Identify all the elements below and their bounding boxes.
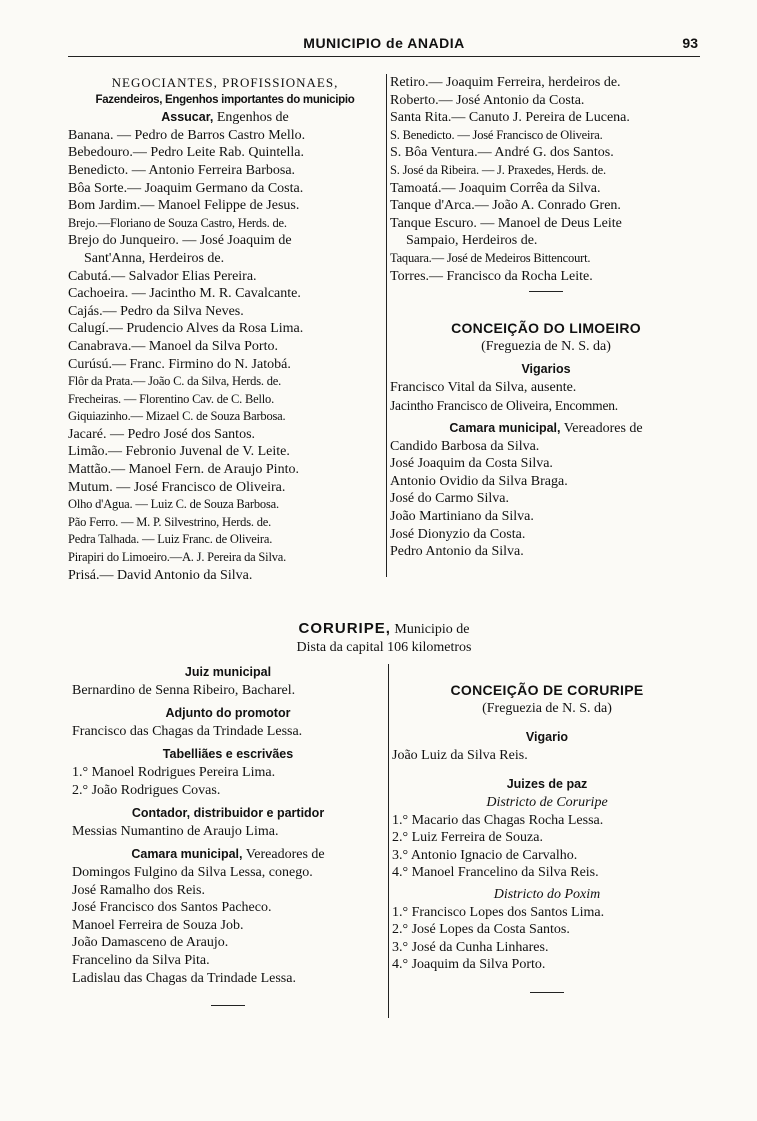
list-item: João Damasceno de Araujo.: [72, 935, 229, 951]
list-item: Pão Ferro. — M. P. Silvestrino, Herds. de.: [68, 514, 272, 529]
adjunto-label: Adjunto do promotor: [165, 706, 291, 721]
juiz-value: Bernardino de Senna Ribeiro, Bacharel.: [72, 682, 296, 698]
list-item: Canabrava.— Manoel da Silva Porto.: [68, 338, 278, 354]
vigarios-label: Vigarios: [521, 362, 571, 377]
assucar-heading: [68, 109, 382, 127]
assucar-label: Assucar,: [161, 110, 214, 125]
camara-rest: Vereadores de: [242, 847, 325, 863]
list-item: Benedicto. — Antonio Ferreira Barbosa.: [68, 162, 296, 178]
list-item: João Martiniano da Silva.: [390, 509, 534, 525]
list-item: Jacintho Francisco de Oliveira, Encommen.: [390, 397, 618, 413]
list-item: Candido Barbosa da Silva.: [390, 438, 540, 454]
tabelliaes-label: Tabelliães e escrivães: [162, 747, 294, 762]
list-item: Flôr da Prata.— João C. da Silva, Herds. de.: [68, 374, 282, 389]
municipality-name-line: [68, 620, 700, 639]
list-item: Mutum. — José Francisco de Oliveira.: [68, 479, 286, 495]
camara-label: Camara municipal,: [131, 847, 243, 862]
list-item: Olho d'Agua. — Luiz C. de Souza Barbosa.: [68, 497, 279, 512]
contador-value: Messias Numantino de Araujo Lima.: [72, 823, 279, 839]
municipality-title: [68, 620, 700, 656]
list-item: Brejo.—Floriano de Souza Castro, Herds. de.: [68, 215, 287, 230]
camara-label: Camara municipal,: [449, 421, 561, 436]
district-heading: Districto do Poxim: [493, 886, 601, 902]
list-item: Bom Jardim.— Manoel Felippe de Jesus.: [68, 198, 300, 214]
list-item: Giquiazinho.— Mizael C. de Souza Barbosa.: [68, 409, 286, 424]
list-item: 1.° Francisco Lopes dos Santos Lima.: [392, 904, 605, 920]
list-item: Retiro.— Joaquim Ferreira, herdeiros de.: [390, 75, 621, 90]
section-title: CONCEIÇÃO DE CORURIPE: [450, 682, 644, 698]
list-item: Santa Rita.— Canuto J. Pereira de Lucena.: [390, 110, 630, 126]
list-item: Bôa Sorte.— Joaquim Germano da Costa.: [68, 180, 304, 196]
juizes-label: Juizes de paz: [506, 777, 588, 792]
camara-heading: [72, 846, 384, 864]
list-item: S. José da Ribeira. — J. Praxedes, Herds. de.: [390, 162, 606, 177]
vigario-value: João Luiz da Silva Reis.: [392, 747, 528, 763]
list-item: 2.° José Lopes da Costa Santos.: [392, 922, 570, 938]
list-item: Mattão.— Manoel Fern. de Araujo Pinto.: [68, 462, 299, 478]
list-item: Prisá.— David Antonio da Silva.: [68, 567, 253, 583]
page-title: MUNICIPIO de ANADIA: [303, 35, 465, 51]
list-item: Tamoatá.— Joaquim Corrêa da Silva.: [390, 180, 601, 196]
list-item: José Ramalho dos Reis.: [72, 882, 205, 898]
list-item: 3.° Antonio Ignacio de Carvalho.: [392, 847, 578, 863]
left-top-column: [68, 74, 382, 584]
list-item: Domingos Fulgino da Silva Lessa, conego.: [72, 864, 313, 880]
right-bottom-column: [392, 664, 702, 993]
column-divider: [388, 664, 389, 1018]
list-item: Pirapiri do Limoeiro.—A. J. Pereira da Silva.: [68, 550, 287, 565]
list-item: Brejo do Junqueiro. — José Joaquim de: [68, 233, 292, 249]
list-item: Curúsú.— Franc. Firmino do N. Jatobá.: [68, 356, 291, 372]
separator-rule: [529, 291, 563, 292]
list-item: Bebedouro.— Pedro Leite Rab. Quintella.: [68, 145, 304, 161]
list-item: Frecheiras. — Florentino Cav. de C. Bello.: [68, 391, 275, 406]
list-item: Tanque d'Arca.— João A. Conrado Gren.: [390, 198, 621, 214]
list-item: Pedro Antonio da Silva.: [390, 544, 524, 560]
list-item: 1.° Macario das Chagas Rocha Lessa.: [392, 812, 604, 828]
section-subheading: Fazendeiros, Engenhos importantes do municipio: [95, 93, 355, 106]
list-item: Cachoeira. — Jacintho M. R. Cavalcante.: [68, 286, 301, 302]
list-item: 3.° José da Cunha Linhares.: [392, 939, 549, 955]
list-item: Limão.— Febronio Juvenal de V. Leite.: [68, 444, 290, 460]
page-header: [68, 34, 700, 57]
list-item: Tanque Escuro. — Manoel de Deus Leite: [390, 215, 622, 231]
section-subtitle: (Freguezia de N. S. da): [482, 700, 612, 716]
municipality-title-rest: Municipio de: [390, 622, 470, 637]
separator-rule: [530, 992, 564, 993]
list-item: Manoel Ferreira de Souza Job.: [72, 917, 244, 933]
list-item: Roberto.— José Antonio da Costa.: [390, 92, 585, 108]
list-item: Sampaio, Herdeiros de.: [406, 233, 538, 249]
list-item: 2.° Luiz Ferreira de Souza.: [392, 830, 543, 846]
juiz-label: Juiz municipal: [184, 665, 272, 679]
list-item: S. Benedicto. — José Francisco de Oliveira.: [390, 127, 603, 142]
list-item: José do Carmo Silva.: [390, 491, 509, 507]
separator-rule: [211, 1005, 245, 1006]
list-item: 2.° João Rodrigues Covas.: [72, 782, 221, 798]
left-bottom-column: [72, 664, 384, 1006]
right-top-column: [390, 74, 702, 561]
adjunto-value: Francisco das Chagas da Trindade Lessa.: [72, 723, 303, 739]
list-item: Calugí.— Prudencio Alves da Rosa Lima.: [68, 321, 304, 337]
list-item: José Joaquim da Costa Silva.: [390, 456, 553, 472]
list-item: Francisco Vital da Silva, ausente.: [390, 379, 577, 395]
section-subtitle: (Freguezia de N. S. da): [481, 338, 611, 354]
list-item: Jacaré. — Pedro José dos Santos.: [68, 426, 256, 442]
vigario-label: Vigario: [525, 730, 569, 745]
camara-heading: [390, 420, 702, 438]
list-item: Ladislau das Chagas da Trindade Lessa.: [72, 970, 296, 986]
list-item: Sant'Anna, Herdeiros de.: [84, 250, 225, 266]
list-item: Cajás.— Pedro da Silva Neves.: [68, 303, 244, 319]
distance-line: Dista da capital 106 kilometros: [296, 639, 472, 655]
list-item: Banana. — Pedro de Barros Castro Mello.: [68, 127, 306, 143]
list-item: 1.° Manoel Rodrigues Pereira Lima.: [72, 764, 276, 780]
list-item: José Francisco dos Santos Pacheco.: [72, 900, 272, 916]
district-heading: Districto de Coruripe: [486, 794, 608, 810]
list-item: Taquara.— José de Medeiros Bittencourt.: [390, 250, 591, 265]
list-item: Torres.— Francisco da Rocha Leite.: [390, 268, 593, 284]
list-item: José Dionyzio da Costa.: [390, 526, 526, 542]
list-item: Antonio Ovidio da Silva Braga.: [390, 473, 568, 489]
list-item: Cabutá.— Salvador Elias Pereira.: [68, 268, 257, 284]
section-title: CONCEIÇÃO DO LIMOEIRO: [451, 320, 641, 337]
column-divider: [386, 74, 387, 577]
assucar-rest: Engenhos de: [213, 110, 289, 126]
contador-label: Contador, distribuidor e partidor: [131, 806, 325, 821]
section-heading: NEGOCIANTES, PROFISSIONAES,: [111, 75, 339, 90]
municipality-name: CORURIPE,: [298, 620, 391, 637]
list-item: 4.° Manoel Francelino da Silva Reis.: [392, 865, 599, 881]
list-item: Francelino da Silva Pita.: [72, 952, 210, 968]
list-item: Pedra Talhada. — Luiz Franc. de Oliveira.: [68, 532, 273, 547]
list-item: S. Bôa Ventura.— André G. dos Santos.: [390, 145, 614, 161]
list-item: 4.° Joaquim da Silva Porto.: [392, 957, 546, 973]
camara-rest: Vereadores de: [560, 421, 643, 437]
page-number: 93: [682, 35, 698, 51]
